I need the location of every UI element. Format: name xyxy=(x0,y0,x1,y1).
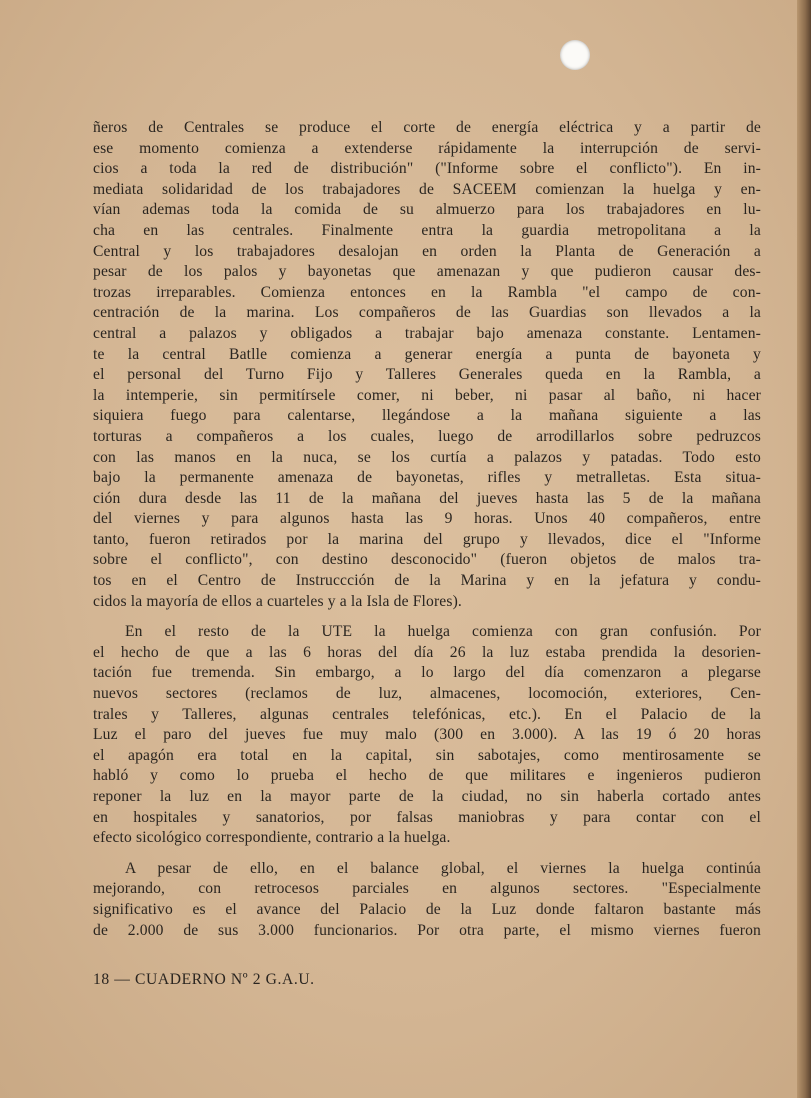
text-line: cidos la mayoría de ellos a cuarteles y a la Isla de Flores). xyxy=(93,592,462,610)
text-line: la intemperie, sin permitírsele comer, ni beber, ni pasar al baño, ni hacer xyxy=(93,386,761,404)
text-line: central a palazos y obligados a trabajar bajo amenaza constante. Lentamen- xyxy=(93,324,761,342)
text-line: vían ademas toda la comida de su almuerzo para los trabajadores en lu- xyxy=(93,201,761,219)
text-line: Luz el paro del jueves fue muy malo (300 en 3.000). A las 19 ó 20 horas xyxy=(93,726,761,744)
paragraph-1 xyxy=(93,118,761,612)
text-line: pesar de los palos y bayonetas que amenazan y que pudieron causar des- xyxy=(93,263,761,281)
text-line: nuevos sectores (reclamos de luz, almacenes, locomoción, exteriores, Cen- xyxy=(93,685,761,703)
text-line: el hecho de que a las 6 horas del día 26 la luz estaba prendida la desorien- xyxy=(93,643,761,661)
text-line: mejorando, con retrocesos parciales en algunos sectores. "Especialmente xyxy=(93,880,761,898)
paragraph-2 xyxy=(93,622,761,849)
text-line: bajo la permanente amenaza de bayonetas, rifles y metralletas. Esta situa- xyxy=(93,469,761,487)
text-line: sobre el conflicto", con destino desconocido" (fueron objetos de malos tra- xyxy=(93,551,761,569)
text-line: ñeros de Centrales se produce el corte de energía eléctrica y a partir de xyxy=(93,119,761,136)
text-line: torturas a compañeros a los cuales, luego de arrodillarlos sobre pedruzcos xyxy=(93,427,761,445)
text-line: efecto sicológico correspondiente, contrario a la huelga. xyxy=(93,829,451,847)
text-line: cios a toda la red de distribución" ("Informe sobre el conflicto"). En in- xyxy=(93,160,761,178)
text-line: el personal del Turno Fijo y Talleres Generales queda en la Rambla, a xyxy=(93,366,761,384)
text-line: trozas irreparables. Comienza entonces en la Rambla "el campo de con- xyxy=(93,283,761,301)
text-line: Central y los trabajadores desalojan en orden la Planta de Generación a xyxy=(93,242,761,260)
text-line: te la central Batlle comienza a generar energía a punta de bayoneta y xyxy=(93,345,761,363)
body-text xyxy=(93,118,761,951)
text-line: significativo es el avance del Palacio de la Luz donde faltaron bastante más xyxy=(93,900,761,918)
text-line: tos en el Centro de Instruccción de la Marina y en la jefatura y condu- xyxy=(93,572,761,590)
page-footer: 18 — CUADERNO Nº 2 G.A.U. xyxy=(93,971,315,988)
text-line: En el resto de la UTE la huelga comienza con gran confusión. Por xyxy=(125,623,761,641)
page-edge xyxy=(797,0,811,1098)
text-line: mediata solidaridad de los trabajadores de SACEEM comienzan la huelga y en- xyxy=(93,180,761,198)
text-line: tanto, fueron retirados por la marina del grupo y llevados, dice el "Informe xyxy=(93,530,761,548)
text-line: cha en las centrales. Finalmente entra la guardia metropolitana a la xyxy=(93,221,761,239)
punch-hole xyxy=(560,40,590,70)
text-line: del viernes y para algunos hasta las 9 horas. Unos 40 compañeros, entre xyxy=(93,510,761,528)
text-line: el apagón era total en la capital, sin sabotajes, como mentirosamente se xyxy=(93,746,761,764)
text-line: de 2.000 de sus 3.000 funcionarios. Por otra parte, el mismo viernes fueron xyxy=(93,921,761,939)
text-line: con las manos en la nuca, se los curtía a palazos y patadas. Todo esto xyxy=(93,448,761,466)
paragraph-3 xyxy=(93,859,761,941)
text-line: trales y Talleres, algunas centrales telefónicas, etc.). En el Palacio de la xyxy=(93,705,761,723)
text-line: siquiera fuego para calentarse, llegándose a la mañana siguiente a las xyxy=(93,407,761,425)
text-line: tación fue tremenda. Sin embargo, a lo largo del día comenzaron a plegarse xyxy=(93,664,761,682)
text-line: en hospitales y sanatorios, por falsas maniobras y para contar con el xyxy=(93,808,761,826)
text-line: ción dura desde las 11 de la mañana del jueves hasta las 5 de la mañana xyxy=(93,489,761,507)
text-line: reponer la luz en la mayor parte de la ciudad, no sin haberla cortado antes xyxy=(93,788,761,805)
text-line: habló y como lo prueba el hecho de que militares e ingenieros pudieron xyxy=(93,767,761,785)
text-line: centración de la marina. Los compañeros de las Guardias son llevados a la xyxy=(93,304,761,322)
text-line: ese momento comienza a extenderse rápidamente la interrupción de servi- xyxy=(93,139,761,157)
text-line: A pesar de ello, en el balance global, el viernes la huelga continúa xyxy=(125,859,761,877)
